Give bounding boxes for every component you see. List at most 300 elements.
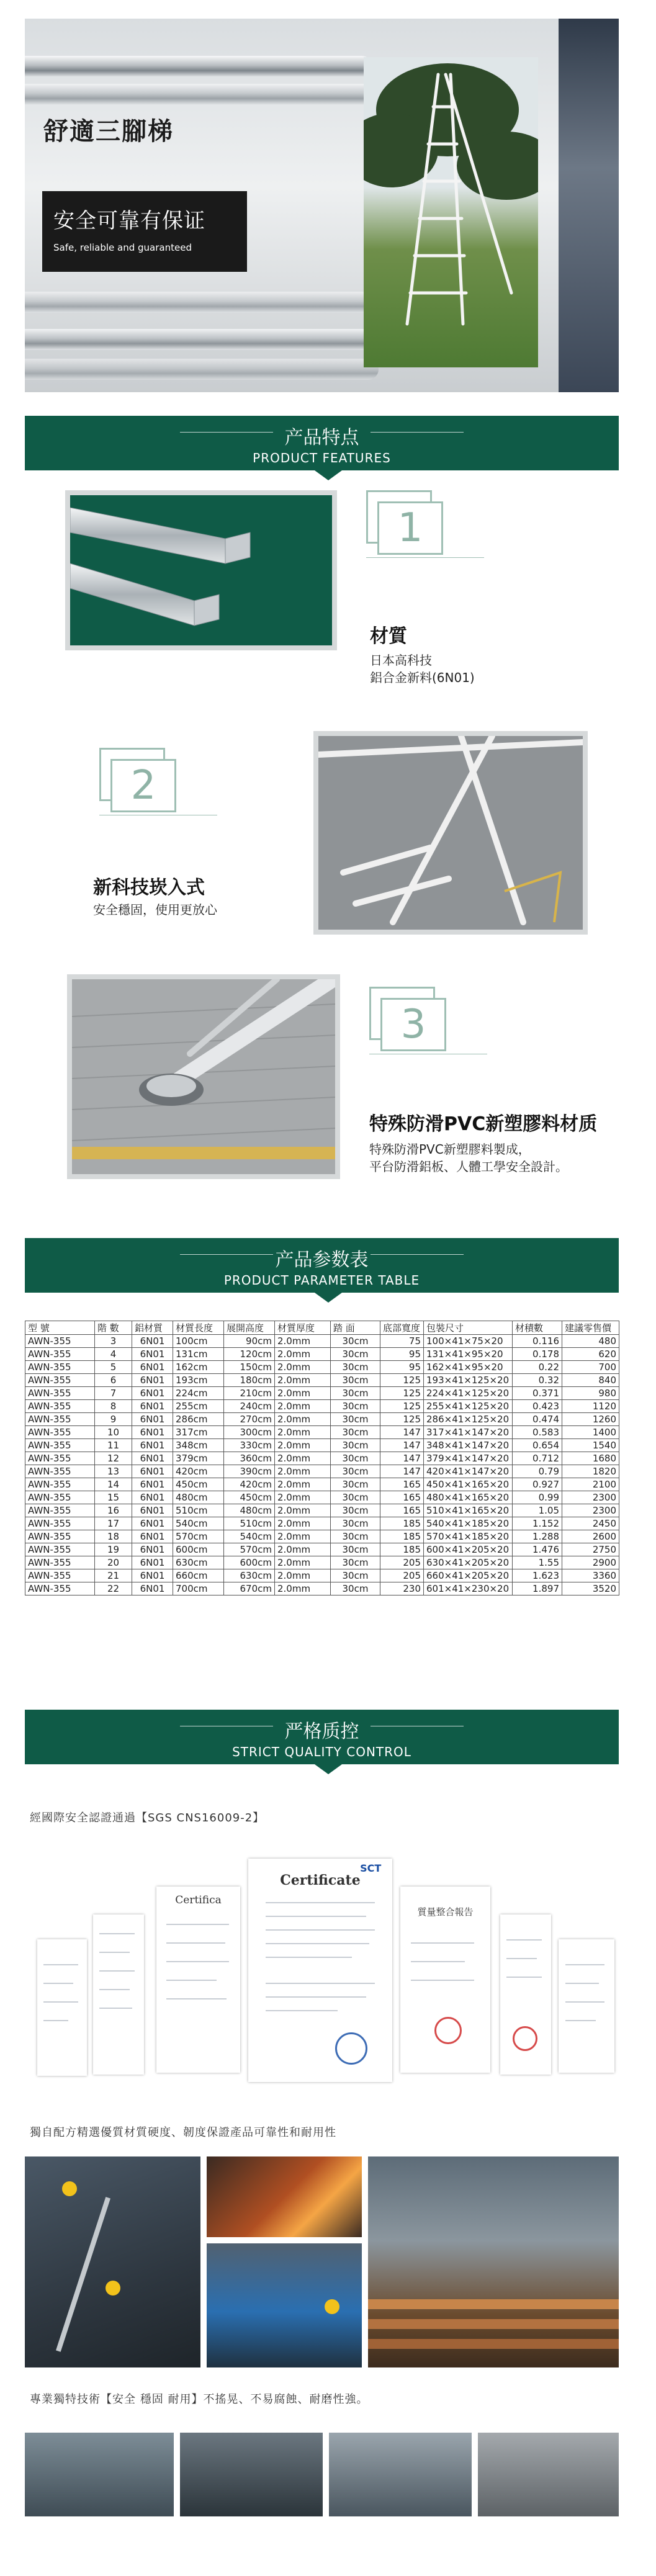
feature-1-number-badge: 1 <box>366 490 447 559</box>
stamp-icon <box>434 2017 462 2044</box>
table-header-row <box>25 1321 619 1335</box>
table-cell: 2.0mm <box>275 1426 331 1439</box>
table-cell: 600cm <box>224 1556 275 1569</box>
table-cell: AWN-355 <box>25 1348 95 1361</box>
table-cell: 131cm <box>173 1348 224 1361</box>
tripod-ladder-icon <box>364 57 538 367</box>
table-cell: 450cm <box>224 1491 275 1504</box>
table-cell: 620 <box>562 1348 619 1361</box>
table-cell: 180cm <box>224 1374 275 1387</box>
table-cell: 0.116 <box>513 1335 562 1348</box>
table-cell: 6N01 <box>132 1491 173 1504</box>
factory-photo-machinery <box>180 2433 323 2516</box>
table-cell: 30cm <box>331 1374 380 1387</box>
table-cell: 14 <box>95 1478 132 1491</box>
feature-1-image <box>65 490 337 650</box>
table-cell: 21 <box>95 1569 132 1582</box>
table-cell: 125 <box>380 1387 424 1400</box>
table-cell: 450×41×165×20 <box>424 1478 513 1491</box>
table-cell: 0.654 <box>513 1439 562 1452</box>
table-row <box>25 1387 619 1400</box>
table-cell: 162×41×95×20 <box>424 1361 513 1374</box>
table-cell: 30cm <box>331 1556 380 1569</box>
table-cell: 2.0mm <box>275 1517 331 1530</box>
table-cell: AWN-355 <box>25 1478 95 1491</box>
table-cell: 270cm <box>224 1413 275 1426</box>
table-cell: 6N01 <box>132 1439 173 1452</box>
table-header-cell: 鋁材質 <box>132 1321 173 1335</box>
table-row <box>25 1491 619 1504</box>
table-cell: AWN-355 <box>25 1465 95 1478</box>
certificate-doc <box>500 1914 551 2075</box>
qc-title-en: STRICT QUALITY CONTROL <box>232 1744 411 1759</box>
table-header-cell: 包裝尺寸 <box>424 1321 513 1335</box>
table-cell: 6N01 <box>132 1452 173 1465</box>
table-cell: AWN-355 <box>25 1374 95 1387</box>
feature-3-image <box>67 974 340 1179</box>
table-cell: 6 <box>95 1374 132 1387</box>
table-cell: 15 <box>95 1491 132 1504</box>
table-cell: 0.712 <box>513 1452 562 1465</box>
table-cell: 6N01 <box>132 1465 173 1478</box>
feature-3-desc-line1: 特殊防滑PVC新塑膠料製成， <box>369 1142 531 1157</box>
table-cell: 1820 <box>562 1465 619 1478</box>
table-cell: 2300 <box>562 1504 619 1517</box>
table-cell: 630×41×205×20 <box>424 1556 513 1569</box>
aluminum-pipe-image <box>25 292 372 313</box>
table-header-cell: 型 號 <box>25 1321 95 1335</box>
table-cell: 165 <box>380 1478 424 1491</box>
feature-3-desc-line2: 平台防滑鋁板、人體工學安全設計。 <box>369 1159 568 1174</box>
certificate-small-heading: Certifica <box>175 1894 222 1906</box>
table-cell: 6N01 <box>132 1426 173 1439</box>
table-cell: 300cm <box>224 1426 275 1439</box>
table-cell: 480 <box>562 1335 619 1348</box>
feature-1-desc-line1: 日本高科技 <box>370 653 432 668</box>
table-cell: 2.0mm <box>275 1361 331 1374</box>
table-cell: 2.0mm <box>275 1543 331 1556</box>
table-cell: 13 <box>95 1465 132 1478</box>
table-cell: 224×41×125×20 <box>424 1387 513 1400</box>
table-cell: 95 <box>380 1361 424 1374</box>
aluminum-pipe-image <box>25 84 385 105</box>
factory-photo-workshop <box>207 2243 362 2367</box>
feature-3-title: 特殊防滑PVC新塑膠料材质 <box>369 1113 598 1135</box>
table-cell: 2.0mm <box>275 1556 331 1569</box>
table-cell: 379cm <box>173 1452 224 1465</box>
table-cell: 90cm <box>224 1335 275 1348</box>
table-cell: 100×41×75×20 <box>424 1335 513 1348</box>
table-cell: 147 <box>380 1426 424 1439</box>
table-cell: 30cm <box>331 1413 380 1426</box>
table-cell: 0.178 <box>513 1348 562 1361</box>
table-cell: 6N01 <box>132 1361 173 1374</box>
table-cell: 7 <box>95 1387 132 1400</box>
table-cell: 0.371 <box>513 1387 562 1400</box>
table-header-cell: 建議零售價 <box>562 1321 619 1335</box>
hero-side-panel <box>559 19 619 392</box>
table-cell: 0.423 <box>513 1400 562 1413</box>
table-cell: 8 <box>95 1400 132 1413</box>
table-cell: AWN-355 <box>25 1530 95 1543</box>
table-cell: 162cm <box>173 1361 224 1374</box>
table-row <box>25 1530 619 1543</box>
feature-1-title: 材質 <box>370 626 407 647</box>
table-cell: 2.0mm <box>275 1569 331 1582</box>
table-cell: 6N01 <box>132 1582 173 1595</box>
table-cell: 6N01 <box>132 1530 173 1543</box>
table-cell: 348cm <box>173 1439 224 1452</box>
table-cell: 240cm <box>224 1400 275 1413</box>
table-row <box>25 1361 619 1374</box>
table-cell: 2.0mm <box>275 1413 331 1426</box>
table-cell: 131×41×95×20 <box>424 1348 513 1361</box>
aluminum-profile-icon <box>70 495 332 645</box>
table-cell: 150cm <box>224 1361 275 1374</box>
ladder-joint-icon <box>318 736 583 930</box>
table-cell: 510×41×165×20 <box>424 1504 513 1517</box>
table-cell: 1400 <box>562 1426 619 1439</box>
table-cell: 450cm <box>173 1478 224 1491</box>
table-cell: 660×41×205×20 <box>424 1569 513 1582</box>
features-header <box>25 416 619 470</box>
table-cell: 2.0mm <box>275 1400 331 1413</box>
table-cell: AWN-355 <box>25 1413 95 1426</box>
table-cell: 30cm <box>331 1452 380 1465</box>
table-cell: 0.79 <box>513 1465 562 1478</box>
params-title-cn: 产品参数表 <box>275 1249 369 1271</box>
table-row <box>25 1400 619 1413</box>
table-cell: 6N01 <box>132 1413 173 1426</box>
table-cell: 348×41×147×20 <box>424 1439 513 1452</box>
table-cell: 30cm <box>331 1582 380 1595</box>
table-cell: 1540 <box>562 1439 619 1452</box>
hero-subtitle-en: Safe, reliable and guaranteed <box>53 242 192 253</box>
table-row <box>25 1374 619 1387</box>
params-title-en: PRODUCT PARAMETER TABLE <box>223 1273 420 1288</box>
table-cell: 19 <box>95 1543 132 1556</box>
table-cell: 480×41×165×20 <box>424 1491 513 1504</box>
table-cell: 193×41×125×20 <box>424 1374 513 1387</box>
table-cell: 147 <box>380 1465 424 1478</box>
hero-subtitle: 安全可靠有保证 <box>53 209 205 233</box>
table-row <box>25 1439 619 1452</box>
table-cell: 6N01 <box>132 1543 173 1556</box>
table-cell: 510cm <box>173 1504 224 1517</box>
table-row <box>25 1504 619 1517</box>
table-cell: 2.0mm <box>275 1387 331 1400</box>
table-cell: AWN-355 <box>25 1335 95 1348</box>
certification-text: 經國際安全認證通過【SGS CNS16009-2】 <box>30 1811 265 1824</box>
table-cell: AWN-355 <box>25 1569 95 1582</box>
table-cell: 6N01 <box>132 1387 173 1400</box>
aluminum-pipe-image <box>25 56 372 77</box>
table-cell: 570cm <box>224 1543 275 1556</box>
ladder-photo <box>364 57 538 367</box>
report-heading: 質量整合報告 <box>417 1906 474 1918</box>
table-cell: 6N01 <box>132 1478 173 1491</box>
factory-photo-production-line <box>368 2156 619 2367</box>
table-row <box>25 1478 619 1491</box>
stamp-icon <box>513 2026 537 2051</box>
table-cell: 185 <box>380 1517 424 1530</box>
table-header-cell: 階 數 <box>95 1321 132 1335</box>
table-cell: 379×41×147×20 <box>424 1452 513 1465</box>
table-cell: 6N01 <box>132 1504 173 1517</box>
table-cell: 16 <box>95 1504 132 1517</box>
table-cell: 30cm <box>331 1491 380 1504</box>
qc-title-cn: 严格质控 <box>284 1721 359 1743</box>
factory-photo-welding <box>207 2156 362 2237</box>
table-header-cell: 底部寬度 <box>380 1321 424 1335</box>
table-cell: 570×41×185×20 <box>424 1530 513 1543</box>
table-cell: 4 <box>95 1348 132 1361</box>
table-cell: 22 <box>95 1582 132 1595</box>
table-cell: 30cm <box>331 1348 380 1361</box>
table-cell: 193cm <box>173 1374 224 1387</box>
table-cell: 30cm <box>331 1543 380 1556</box>
table-cell: 3520 <box>562 1582 619 1595</box>
table-cell: 6N01 <box>132 1374 173 1387</box>
table-cell: 540cm <box>173 1517 224 1530</box>
table-cell: AWN-355 <box>25 1504 95 1517</box>
table-cell: 630cm <box>224 1569 275 1582</box>
table-cell: 2900 <box>562 1556 619 1569</box>
table-cell: 255×41×125×20 <box>424 1400 513 1413</box>
certificate-brand: SCT <box>360 1862 382 1874</box>
table-cell: 147 <box>380 1439 424 1452</box>
table-cell: 120cm <box>224 1348 275 1361</box>
table-cell: AWN-355 <box>25 1452 95 1465</box>
table-cell: 1.897 <box>513 1582 562 1595</box>
table-cell: 317cm <box>173 1426 224 1439</box>
table-cell: 570cm <box>173 1530 224 1543</box>
qc-header <box>25 1710 619 1764</box>
table-row <box>25 1348 619 1361</box>
table-cell: 1260 <box>562 1413 619 1426</box>
aluminum-pipe-image <box>25 329 385 350</box>
table-cell: 0.583 <box>513 1426 562 1439</box>
certificate-doc <box>37 1939 87 2076</box>
table-row <box>25 1543 619 1556</box>
table-cell: 185 <box>380 1530 424 1543</box>
table-cell: 2.0mm <box>275 1439 331 1452</box>
table-cell: 2.0mm <box>275 1465 331 1478</box>
table-cell: 6N01 <box>132 1556 173 1569</box>
table-cell: 2450 <box>562 1517 619 1530</box>
table-cell: 205 <box>380 1556 424 1569</box>
table-cell: 12 <box>95 1452 132 1465</box>
table-cell: 1.05 <box>513 1504 562 1517</box>
table-cell: 30cm <box>331 1387 380 1400</box>
factory-photo-machinery <box>329 2433 472 2516</box>
factory-photo-machinery <box>25 2433 174 2516</box>
table-cell: 980 <box>562 1387 619 1400</box>
table-cell: 125 <box>380 1413 424 1426</box>
table-row <box>25 1413 619 1426</box>
table-cell: 2.0mm <box>275 1452 331 1465</box>
table-cell: 2.0mm <box>275 1478 331 1491</box>
table-cell: AWN-355 <box>25 1400 95 1413</box>
table-cell: 17 <box>95 1517 132 1530</box>
table-cell: 420×41×147×20 <box>424 1465 513 1478</box>
table-cell: 75 <box>380 1335 424 1348</box>
table-cell: 1.55 <box>513 1556 562 1569</box>
table-cell: 30cm <box>331 1478 380 1491</box>
inspection-report <box>400 1887 490 2073</box>
table-cell: AWN-355 <box>25 1582 95 1595</box>
params-header <box>25 1238 619 1293</box>
table-cell: 670cm <box>224 1582 275 1595</box>
table-cell: 1680 <box>562 1452 619 1465</box>
table-cell: AWN-355 <box>25 1426 95 1439</box>
table-cell: 2.0mm <box>275 1582 331 1595</box>
hero-banner <box>25 19 619 392</box>
tech-text: 專業獨特技術【安全 穩固 耐用】不搖晃、不易腐蝕、耐磨性強。 <box>30 2393 369 2406</box>
table-cell: 9 <box>95 1413 132 1426</box>
table-header-cell: 材質長度 <box>173 1321 224 1335</box>
table-cell: 1.288 <box>513 1530 562 1543</box>
table-cell: 510cm <box>224 1517 275 1530</box>
table-cell: 30cm <box>331 1569 380 1582</box>
feature-2-desc-line1: 安全穩固，使用更放心 <box>93 902 217 917</box>
certificate-doc <box>93 1914 144 2075</box>
table-row <box>25 1452 619 1465</box>
table-cell: 30cm <box>331 1530 380 1543</box>
table-cell: 480cm <box>224 1504 275 1517</box>
table-cell: 165 <box>380 1504 424 1517</box>
feature-2-number-badge: 2 <box>99 748 180 816</box>
table-cell: 30cm <box>331 1361 380 1374</box>
table-cell: 6N01 <box>132 1517 173 1530</box>
certificate-heading: Certificate <box>280 1872 361 1888</box>
table-cell: 420cm <box>224 1478 275 1491</box>
table-cell: 2.0mm <box>275 1348 331 1361</box>
table-row <box>25 1335 619 1348</box>
table-cell: 286cm <box>173 1413 224 1426</box>
aluminum-pipe-image <box>25 359 379 380</box>
table-cell: 390cm <box>224 1465 275 1478</box>
table-cell: 6N01 <box>132 1348 173 1361</box>
table-cell: 95 <box>380 1348 424 1361</box>
table-cell: AWN-355 <box>25 1387 95 1400</box>
table-cell: 700 <box>562 1361 619 1374</box>
table-cell: 230 <box>380 1582 424 1595</box>
table-cell: 6N01 <box>132 1400 173 1413</box>
table-cell: 540cm <box>224 1530 275 1543</box>
table-cell: 6N01 <box>132 1335 173 1348</box>
table-cell: 1120 <box>562 1400 619 1413</box>
table-cell: 165 <box>380 1491 424 1504</box>
feature-1-desc-line2: 鋁合金新料(6N01) <box>370 670 475 685</box>
table-cell: 2300 <box>562 1491 619 1504</box>
table-cell: 18 <box>95 1530 132 1543</box>
table-row <box>25 1465 619 1478</box>
factory-photo-workers <box>25 2156 200 2367</box>
table-cell: 2.0mm <box>275 1335 331 1348</box>
table-cell: 2.0mm <box>275 1374 331 1387</box>
table-cell: 3360 <box>562 1569 619 1582</box>
table-cell: 2.0mm <box>275 1504 331 1517</box>
table-cell: 2100 <box>562 1478 619 1491</box>
table-cell: 286×41×125×20 <box>424 1413 513 1426</box>
table-cell: 6N01 <box>132 1569 173 1582</box>
table-cell: 210cm <box>224 1387 275 1400</box>
table-cell: 0.474 <box>513 1413 562 1426</box>
features-title-en: PRODUCT FEATURES <box>253 451 391 465</box>
table-cell: AWN-355 <box>25 1517 95 1530</box>
table-cell: 840 <box>562 1374 619 1387</box>
hero-title: 舒適三腳梯 <box>43 117 174 146</box>
table-cell: 30cm <box>331 1504 380 1517</box>
table-cell: 205 <box>380 1569 424 1582</box>
table-cell: 255cm <box>173 1400 224 1413</box>
table-row <box>25 1582 619 1595</box>
factory-photo-warehouse <box>478 2433 619 2516</box>
table-header-cell: 踏 面 <box>331 1321 380 1335</box>
table-cell: 185 <box>380 1543 424 1556</box>
features-title-cn: 产品特点 <box>284 427 359 449</box>
table-header-cell: 材積數 <box>513 1321 562 1335</box>
table-cell: 601×41×230×20 <box>424 1582 513 1595</box>
table-cell: 1.152 <box>513 1517 562 1530</box>
feature-2-title: 新科技崁入式 <box>93 877 205 899</box>
table-row <box>25 1517 619 1530</box>
table-cell: 100cm <box>173 1335 224 1348</box>
table-row <box>25 1569 619 1582</box>
table-cell: AWN-355 <box>25 1556 95 1569</box>
table-cell: 1.623 <box>513 1569 562 1582</box>
table-cell: 540×41×185×20 <box>424 1517 513 1530</box>
table-cell: 30cm <box>331 1439 380 1452</box>
table-row <box>25 1556 619 1569</box>
certificate-doc <box>559 1939 614 2073</box>
table-cell: 30cm <box>331 1465 380 1478</box>
table-cell: AWN-355 <box>25 1361 95 1374</box>
table-cell: 5 <box>95 1361 132 1374</box>
parameter-table <box>25 1321 619 1595</box>
table-cell: AWN-355 <box>25 1439 95 1452</box>
table-row <box>25 1426 619 1439</box>
table-cell: AWN-355 <box>25 1491 95 1504</box>
table-cell: 2.0mm <box>275 1491 331 1504</box>
table-cell: 30cm <box>331 1335 380 1348</box>
table-header-cell: 材質厚度 <box>275 1321 331 1335</box>
table-cell: 630cm <box>173 1556 224 1569</box>
table-cell: 0.32 <box>513 1374 562 1387</box>
sct-certificate <box>248 1859 392 2082</box>
nonslip-foot-icon <box>72 979 335 1174</box>
feature-3-number-badge: 3 <box>369 987 450 1055</box>
table-cell: 30cm <box>331 1426 380 1439</box>
table-cell: 600×41×205×20 <box>424 1543 513 1556</box>
table-cell: 125 <box>380 1400 424 1413</box>
table-cell: 317×41×147×20 <box>424 1426 513 1439</box>
table-cell: 700cm <box>173 1582 224 1595</box>
table-cell: 20 <box>95 1556 132 1569</box>
seal-icon <box>335 2032 367 2065</box>
table-cell: 660cm <box>173 1569 224 1582</box>
table-cell: 360cm <box>224 1452 275 1465</box>
table-cell: 147 <box>380 1452 424 1465</box>
feature-2-image <box>313 731 588 935</box>
table-cell: 1.476 <box>513 1543 562 1556</box>
table-cell: 11 <box>95 1439 132 1452</box>
table-header-cell: 展開高度 <box>224 1321 275 1335</box>
table-cell: 2600 <box>562 1530 619 1543</box>
table-cell: 2.0mm <box>275 1530 331 1543</box>
table-cell: 224cm <box>173 1387 224 1400</box>
